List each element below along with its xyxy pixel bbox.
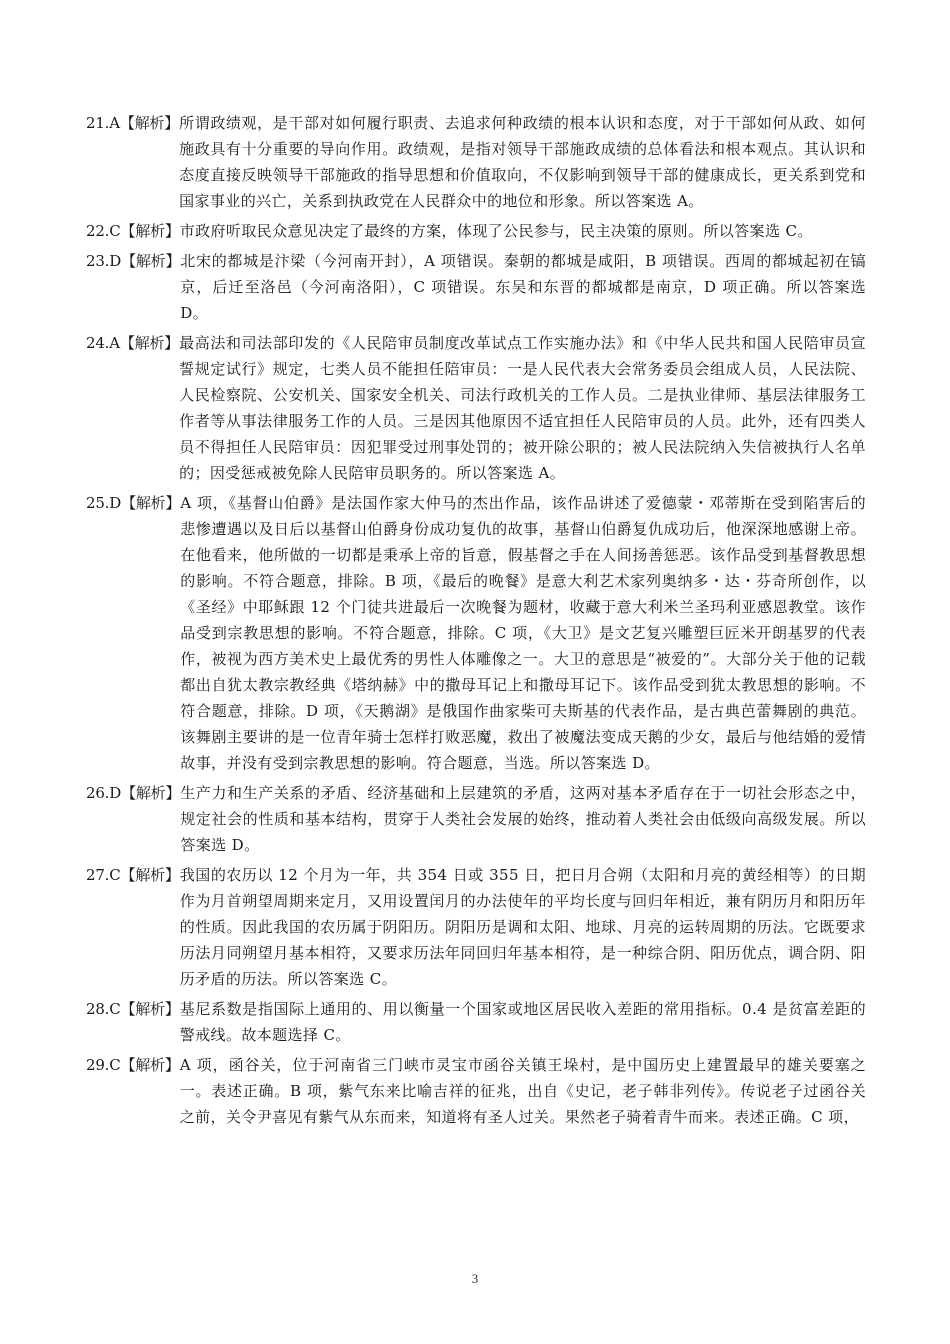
answer-label: 27.C【解析】 (86, 866, 180, 884)
answer-label: 25.D【解析】 (86, 494, 181, 512)
answer-item-24 (86, 330, 866, 486)
answer-explanation: 生产力和生产关系的矛盾、经济基础和上层建筑的矛盾，这两对基本矛盾存在于一切社会形态之中，规定社会的性质和基本结构，贯穿于人类社会发展的始终，推动着人类社会由低级向高级发展。所以答案选 D。 (180, 784, 866, 854)
answer-explanation: 最高法和司法部印发的《人民陪审员制度改革试点工作实施办法》和《中华人民共和国人民陪审员宣誓规定试行》规定，七类人员不能担任陪审员：一是人民代表大会常务委员会组成人员，人民法院、人民检察院、公安机关、国家安全机关、司法行政机关的工作人员。二是执业律师、基层法律服务工作者等从事法律服务工作的人员。三是因其他原因不适宜担任人民陪审员的人员。此外，还有四类人员不得担任人民陪审员：因犯罪受过刑事处罚的；被开除公职的；被人民法院纳入失信被执行人名单的；因受惩戒被免除人民陪审员职务的。所以答案选 A。 (179, 334, 866, 482)
answer-item-29 (86, 1052, 866, 1130)
answer-explanation: A 项，《基督山伯爵》是法国作家大仲马的杰出作品，该作品讲述了爱德蒙・邓蒂斯在受到陷害后的悲惨遭遇以及日后以基督山伯爵身份成功复仇的故事，基督山伯爵复仇成功后，他深深地感谢上帝。在他看来，他所做的一切都是秉承上帝的旨意，假基督之手在人间扬善惩恶。该作品受到基督教思想的影响。不符合题意，排除。B 项，《最后的晚餐》是意大利艺术家列奥纳多・达・芬奇所创作，以《圣经》中耶稣跟 12 个门徒共进最后一次晚餐为题材，收藏于意大利米兰圣玛利亚感恩教堂。该作品受到宗教思想的影响。不符合题意，排除。C 项，《大卫》是文艺复兴雕塑巨匠米开朗基罗的代表作，被视为西方美术史上最优秀的男性人体雕像之一。大卫的意思是“被爱的”。大部分关于他的记载都出自犹太教宗教经典《塔纳赫》中的撒母耳记上和撒母耳记下。该作品受到犹太教思想的影响。不符合题意，排除。D 项，《天鹅湖》是俄国作曲家柴可夫斯基的代表作品，是古典芭蕾舞剧的典范。该舞剧主要讲的是一位青年骑士怎样打败恶魔，救出了被魔法变成天鹅的少女，最后与他结婚的爱情故事，并没有受到宗教思想的影响。符合题意，当选。所以答案选 D。 (180, 494, 866, 772)
answer-explanations (86, 110, 866, 1134)
answer-explanation: 北宋的都城是汴梁（今河南开封），A 项错误。秦朝的都城是咸阳，B 项错误。西周的都城起初在镐京，后迁至洛邑（今河南洛阳），C 项错误。东吴和东晋的都城都是南京，D 项正确。所以答案选 D。 (180, 252, 866, 322)
answer-label: 22.C【解析】 (86, 222, 180, 240)
answer-item-25 (86, 490, 866, 776)
answer-label: 29.C【解析】 (86, 1056, 180, 1074)
answer-label: 26.D【解析】 (86, 784, 181, 802)
answer-item-28 (86, 996, 866, 1048)
answer-label: 28.C【解析】 (86, 1000, 180, 1018)
answer-explanation: 我国的农历以 12 个月为一年，共 354 日或 355 日，把日月合朔（太阳和月亮的黄经相等）的日期作为月首朔望周期来定月，又用设置闰月的办法使年的平均长度与回归年相近，兼有阴历月和阳历年的性质。因此我国的农历属于阴阳历。阴阳历是调和太阳、地球、月亮的运转周期的历法。它既要求历法月同朔望月基本相符，又要求历法年同回归年基本相符，是一种综合阴、阳历优点，调合阴、阳历矛盾的历法。所以答案选 C。 (179, 866, 866, 988)
answer-explanation: 市政府听取民众意见决定了最终的方案，体现了公民参与，民主决策的原则。所以答案选 C。 (179, 222, 813, 240)
answer-explanation: 所谓政绩观，是干部对如何履行职责、去追求何种政绩的根本认识和态度，对于干部如何从政、如何施政具有十分重要的导向作用。政绩观，是指对领导干部施政成绩的总体看法和根本观点。其认识和态度直接反映领导干部施政的指导思想和价值取向，不仅影响到领导干部的健康成长，更关系到党和国家事业的兴亡，关系到执政党在人民群众中的地位和形象。所以答案选 A。 (179, 114, 866, 210)
answer-item-23 (86, 248, 866, 326)
answer-explanation: 基尼系数是指国际上通用的、用以衡量一个国家或地区居民收入差距的常用指标。0.4 是贫富差距的警戒线。故本题选择 C。 (179, 1000, 866, 1044)
answer-item-22 (86, 218, 866, 244)
answer-label: 24.A【解析】 (86, 334, 180, 352)
answer-label: 21.A【解析】 (86, 114, 180, 132)
answer-item-27 (86, 862, 866, 992)
answer-item-21 (86, 110, 866, 214)
answer-item-26 (86, 780, 866, 858)
answer-explanation: A 项，函谷关，位于河南省三门峡市灵宝市函谷关镇王垛村，是中国历史上建置最早的雄关要塞之一。表述正确。B 项，紫气东来比喻吉祥的征兆，出自《史记，老子韩非列传》。传说老子过函谷关之前，关令尹喜见有紫气从东而来，知道将有圣人过关。果然老子骑着青牛而来。表述正确。C 项， (179, 1056, 866, 1126)
answer-label: 23.D【解析】 (86, 252, 181, 270)
page-number: 3 (471, 1271, 479, 1286)
